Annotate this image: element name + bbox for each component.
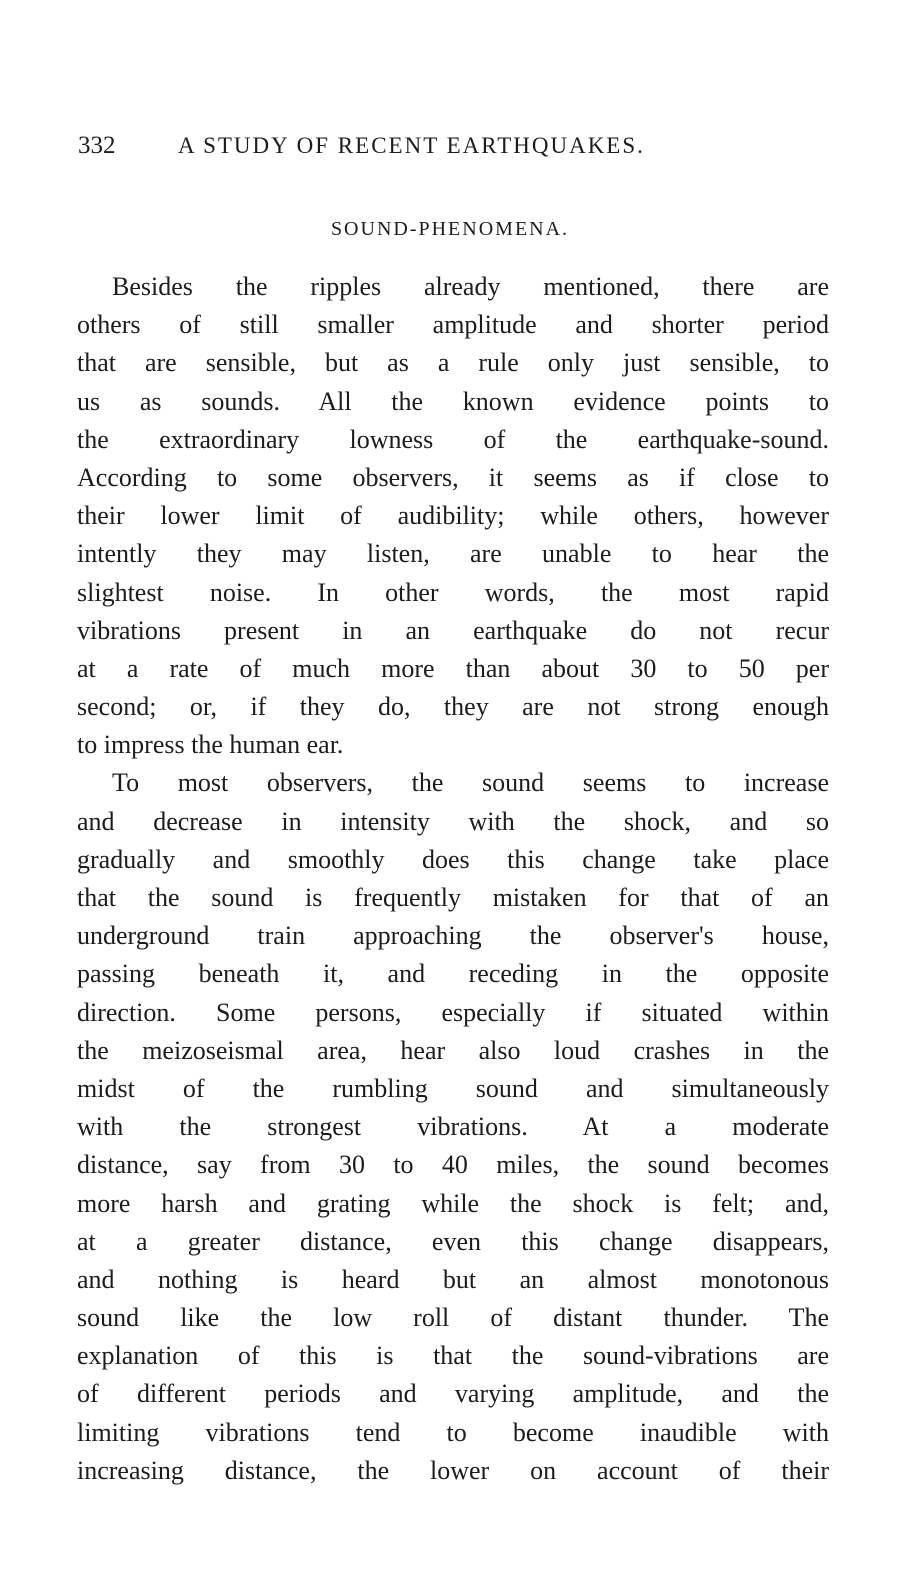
text-line: increasing distance, the lower on account of their [77, 1455, 829, 1485]
text-line: more harsh and grating while the shock is felt; and, [77, 1188, 829, 1218]
text-line: intently they may listen, are unable to hear the [77, 539, 829, 569]
text-line: direction. Some persons, especially if situated within [77, 997, 829, 1027]
page-number: 332 [78, 132, 116, 159]
text-line: gradually and smoothly does this change take place [77, 844, 829, 874]
paragraph-1 [77, 268, 829, 764]
text-line: To most observers, the sound seems to increase [112, 768, 829, 798]
running-head [78, 132, 798, 166]
text-line: at a rate of much more than about 30 to 50 per [77, 653, 829, 683]
text-line: to impress the human ear. [77, 730, 344, 760]
paragraph-2 [77, 764, 829, 1490]
text-line: us as sounds. All the known evidence points to [77, 386, 829, 416]
text-line: that the sound is frequently mistaken for that of an [77, 883, 829, 912]
text-line: with the strongest vibrations. At a moderate [77, 1112, 829, 1142]
text-line: at a greater distance, even this change disappears, [77, 1226, 829, 1256]
text-line: underground train approaching the observer's house, [77, 921, 829, 951]
text-line: According to some observers, it seems as if close to [77, 462, 829, 492]
text-line: distance, say from 30 to 40 miles, the sound becomes [77, 1150, 829, 1180]
text-line: and nothing is heard but an almost monotonous [77, 1264, 829, 1294]
text-line: that are sensible, but as a rule only just sensible, to [77, 348, 829, 378]
section-heading: SOUND-PHENOMENA. [330, 218, 570, 240]
text-line: and decrease in intensity with the shock, and so [77, 806, 829, 836]
text-line: second; or, if they do, they are not strong enough [77, 692, 829, 722]
text-line: limiting vibrations tend to become inaudible with [77, 1417, 829, 1447]
text-line: explanation of this is that the sound-vibrations are [77, 1341, 829, 1371]
text-line: midst of the rumbling sound and simultaneously [77, 1073, 829, 1103]
text-line: the extraordinary lowness of the earthquake-sound. [77, 424, 829, 454]
text-line: vibrations present in an earthquake do not recur [77, 615, 829, 645]
body-text [77, 268, 829, 1490]
running-title: A STUDY OF RECENT EARTHQUAKES. [178, 133, 645, 158]
text-line: others of still smaller amplitude and shorter period [77, 310, 829, 340]
text-line: their lower limit of audibility; while others, however [77, 501, 829, 531]
text-line: slightest noise. In other words, the most rapid [77, 577, 829, 607]
text-line: sound like the low roll of distant thunder. The [77, 1303, 829, 1333]
text-line: Besides the ripples already mentioned, there are [112, 272, 829, 301]
text-line: the meizoseismal area, hear also loud crashes in the [77, 1035, 829, 1065]
text-line: of different periods and varying amplitude, and the [77, 1379, 829, 1409]
text-line: passing beneath it, and receding in the opposite [77, 959, 829, 989]
